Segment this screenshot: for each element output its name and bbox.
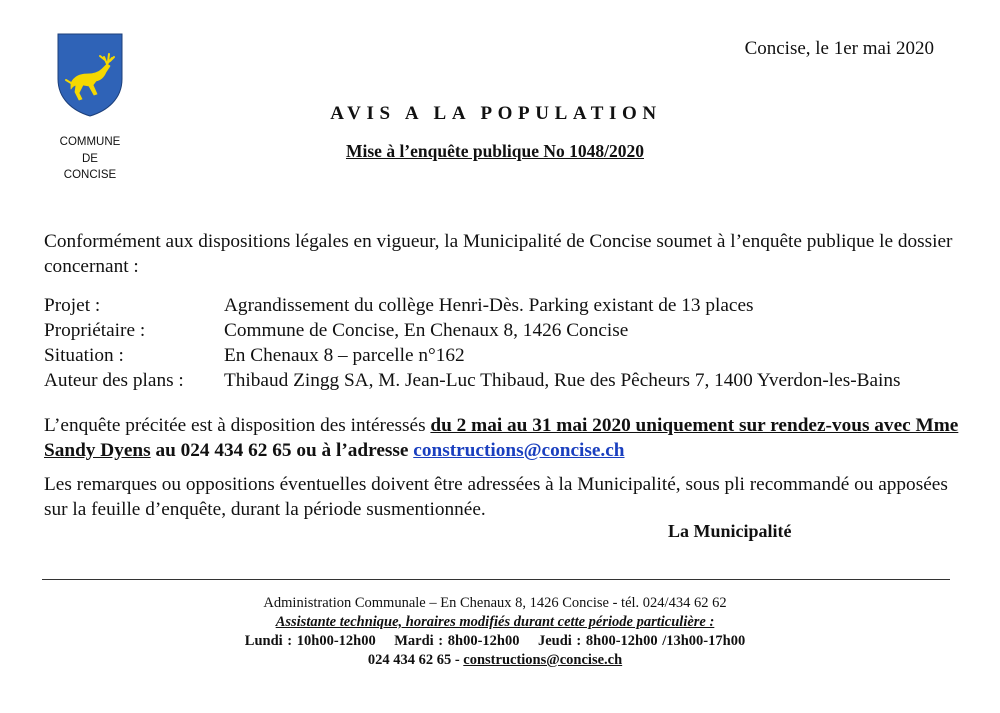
remarks-paragraph: Les remarques ou oppositions éventuelles doivent être adressées à la Municipalité, sous pli recommandé ou apposées sur la feuille d’enquête, durant la période susmentionnée. <box>44 474 948 520</box>
detail-value: Thibaud Zingg SA, M. Jean-Luc Thibaud, Rue des Pêcheurs 7, 1400 Yverdon-les-Bains <box>224 370 901 391</box>
detail-value: Commune de Concise, En Chenaux 8, 1426 Concise <box>224 320 629 341</box>
availability-lead: L’enquête précitée est à disposition des intéressés <box>44 415 431 436</box>
detail-value: En Chenaux 8 – parcelle n°162 <box>224 345 465 366</box>
page-subtitle: Mise à l’enquête publique No 1048/2020 <box>345 141 644 161</box>
footer-email-link[interactable]: constructions@concise.ch <box>463 652 623 668</box>
detail-value: Agrandissement du collège Henri-Dès. Parking existant de 13 places <box>224 295 754 316</box>
signature: La Municipalité <box>668 521 792 541</box>
footer-hours: Lundi : 10h00-12h00 Mardi : 8h00-12h00 Jeudi : 8h00-12h00 /13h00-17h00 <box>244 633 746 649</box>
footer-contact <box>0 652 990 669</box>
page-title: AVIS A LA POPULATION <box>330 103 662 124</box>
document-date: Concise, le 1er mai 2020 <box>744 38 934 59</box>
footer-divider <box>42 579 950 580</box>
detail-label: Propriétaire : <box>44 320 146 341</box>
detail-label: Situation : <box>44 345 124 366</box>
availability-period: du 2 mai au 31 mai 2020 uniquement sur rendez-vous avec Mme Sandy Dyens <box>44 415 959 461</box>
intro-paragraph: Conformément aux dispositions légales en vigueur, la Municipalité de Concise soumet à l’enquête publique le dossier concernant : <box>44 231 953 277</box>
commune-line: CONCISE <box>63 169 117 181</box>
commune-line: COMMUNE <box>59 136 121 148</box>
detail-label: Auteur des plans : <box>44 370 184 391</box>
footer-address: Administration Communale – En Chenaux 8, 1426 Concise - tél. 024/434 62 62 <box>263 595 727 611</box>
footer-phone: 024 434 62 65 - <box>367 652 464 668</box>
email-link[interactable]: constructions@concise.ch <box>413 439 625 461</box>
commune-line: DE <box>82 152 98 165</box>
detail-label: Projet : <box>44 295 101 316</box>
footer-notice: Assistante technique, horaires modifiés durant cette période particulière : <box>275 614 715 630</box>
availability-paragraph <box>44 414 964 463</box>
availability-phone: au 024 434 62 65 ou à l’adresse <box>150 439 414 461</box>
